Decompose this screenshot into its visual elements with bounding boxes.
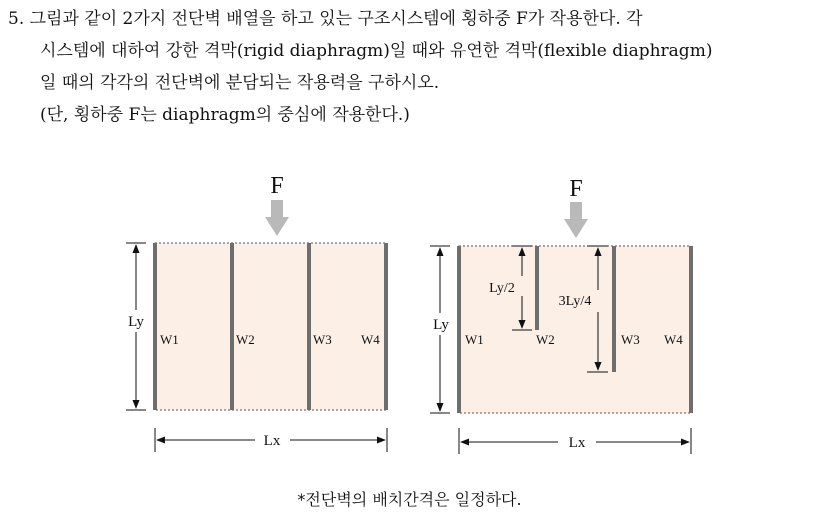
right-force-arrow bbox=[564, 202, 588, 238]
right-ly-label: Ly bbox=[433, 317, 449, 333]
left-diaphragm bbox=[155, 243, 387, 410]
right-label-w1: W1 bbox=[465, 332, 484, 347]
right-label-w3: W3 bbox=[621, 332, 640, 347]
spacing-note: *전단벽의 배치간격은 일정하다. bbox=[297, 490, 522, 509]
right-label-w2: W2 bbox=[536, 332, 555, 347]
right-wall-w1 bbox=[457, 246, 461, 413]
left-label-w2: W2 bbox=[236, 332, 255, 347]
left-wall-w3 bbox=[307, 243, 311, 410]
right-w3-length-label: 3Ly/4 bbox=[558, 294, 592, 309]
left-label-w1: W1 bbox=[160, 332, 179, 347]
left-force-label: F bbox=[270, 173, 284, 199]
right-force-label: F bbox=[569, 176, 583, 202]
left-wall-w4 bbox=[384, 243, 388, 410]
right-system bbox=[430, 176, 693, 454]
right-diaphragm bbox=[459, 246, 691, 413]
left-system bbox=[126, 173, 388, 452]
right-wall-w2 bbox=[535, 246, 539, 330]
left-label-w3: W3 bbox=[313, 332, 332, 347]
problem-line-2: 시스템에 대하여 강한 격막(rigid diaphragm)일 때와 유연한 격막(flexible diaphragm) bbox=[40, 41, 713, 61]
right-wall-w3 bbox=[612, 246, 616, 372]
left-label-w4: W4 bbox=[361, 332, 380, 347]
left-wall-w2 bbox=[230, 243, 234, 410]
right-label-w4: W4 bbox=[664, 332, 683, 347]
left-ly-label: Ly bbox=[128, 314, 144, 330]
problem-line-1: 5. 그림과 같이 2가지 전단벽 배열을 하고 있는 구조시스템에 횡하중 F가 작용한다. 각 bbox=[8, 9, 643, 29]
problem-line-4: (단, 횡하중 F는 diaphragm의 중심에 작용한다.) bbox=[40, 105, 410, 125]
right-w2-length-label: Ly/2 bbox=[489, 281, 515, 296]
problem-line-3: 일 때의 각각의 전단벽에 분담되는 작용력을 구하시오. bbox=[40, 73, 440, 93]
right-wall-w4 bbox=[689, 246, 693, 413]
left-force-arrow bbox=[265, 200, 289, 236]
left-wall-w1 bbox=[153, 243, 157, 410]
right-lx-label: Lx bbox=[568, 435, 586, 451]
left-lx-label: Lx bbox=[263, 433, 281, 449]
